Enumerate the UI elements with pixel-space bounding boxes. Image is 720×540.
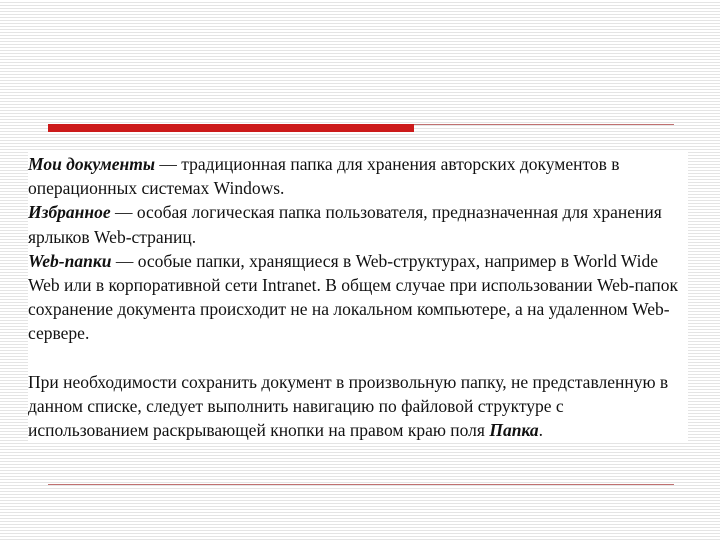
note-end: . [538, 420, 543, 441]
definition-web-folders [28, 249, 688, 346]
term-my-documents: Мои документы [28, 154, 156, 174]
navigation-note [28, 370, 688, 443]
top-divider-line [414, 124, 674, 125]
term-web-folders: Web-папки [28, 250, 112, 271]
term-favorites: Избранное [28, 202, 111, 223]
bottom-divider-line [48, 484, 674, 485]
definition-favorites [28, 200, 688, 248]
slide-body [28, 152, 688, 442]
definition-text-favorites: — особая логическая папка пользователя, предназначенная для хранения ярлыков Web-страниц. [28, 202, 662, 247]
note-text: При необходимости сохранить документ в произвольную папку, не представленную в данном списке, следует выполнить навигацию по файловой структуре с использованием раскрывающей кнопки на правом краю поля [28, 371, 669, 441]
red-accent-bar [48, 124, 414, 132]
paragraph-gap [28, 346, 688, 370]
term-folder-field: Папка [489, 420, 539, 441]
definition-text-my-documents: — традиционная папка для хранения авторских документов в операционных системах Windows. [28, 154, 620, 199]
definition-text-web-folders: — особые папки, хранящиеся в Web-структурах, например в World Wide Web или в корпоративной сети Intranet. В общем случае при использовании Web-папок сохранение документа происходит не на локальном компьютере, а на удаленном Web-сервере. [28, 250, 678, 344]
definition-my-documents [28, 152, 688, 200]
